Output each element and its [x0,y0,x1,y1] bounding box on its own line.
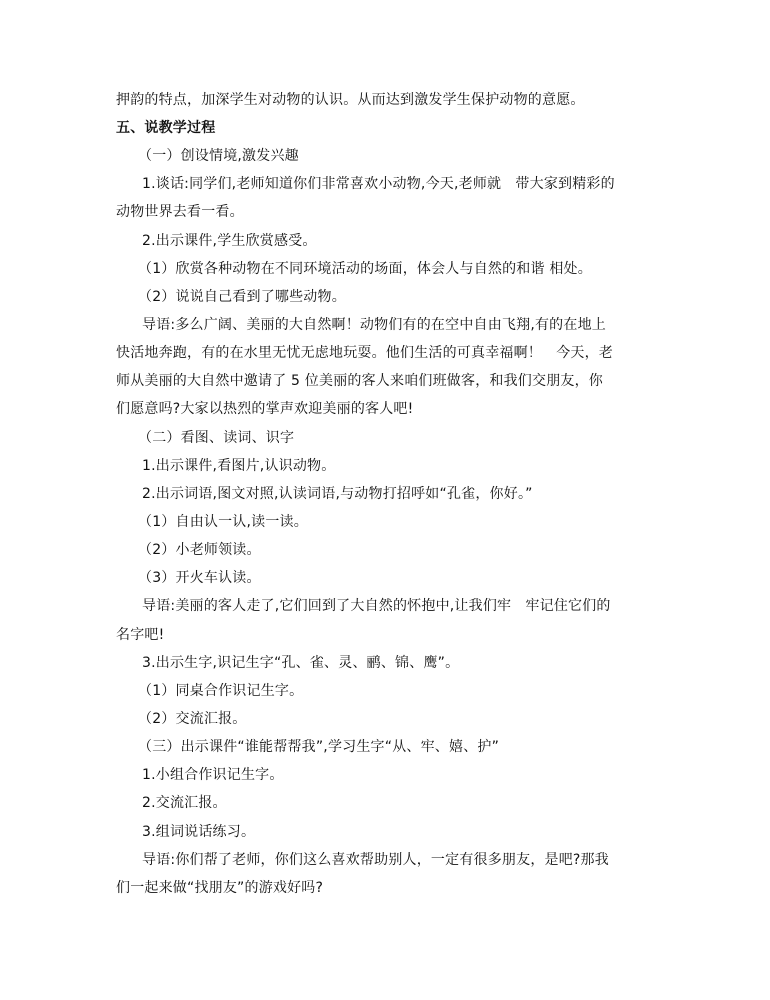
text-line: 师从美丽的大自然中邀请了 5 位美丽的客人来咱们班做客，和我们交朋友，你 [116,373,604,389]
text-line: 3.出示生字,识记生字“孔、雀、灵、鹂、锦、鹰”。 [142,655,460,671]
text-line: 导语:多么广阔、美丽的大自然啊！动物们有的在空中自由飞翔,有的在地上 [142,317,606,333]
subsection-heading: （三）出示课件“谁能帮帮我”,学习生字“从、牢、嬉、护” [138,739,500,755]
text-line: 快活地奔跑，有的在水里无忧无虑地玩耍。他们生活的可真幸福啊！ 今天，老 [116,345,613,361]
text-line: 们愿意吗?大家以热烈的掌声欢迎美丽的客人吧! [116,401,414,417]
subsection-heading: （二）看图、读词、识字 [138,430,295,446]
text-line: 2.交流汇报。 [142,795,227,811]
text-line: （2）说说自己看到了哪些动物。 [138,289,346,305]
text-line: （3）开火车认读。 [138,570,261,586]
text-line: （1）自由认一认,读一读。 [138,514,308,530]
text-line: 2.出示词语,图文对照,认读词语,与动物打招呼如“孔雀，你好。” [142,486,533,502]
text-line: （2）小老师领读。 [138,542,261,558]
subsection-heading: （一）创设情境,激发兴趣 [138,148,299,164]
text-line: 押韵的特点，加深学生对动物的认识。从而达到激发学生保护动物的意愿。 [116,92,585,108]
text-line: 1.出示课件,看图片,认识动物。 [142,458,336,474]
text-line: 导语:你们帮了老师，你们这么喜欢帮助别人，一定有很多朋友，是吧?那我 [142,852,609,868]
text-line: （1）同桌合作识记生字。 [138,683,304,699]
text-line: （2）交流汇报。 [138,711,247,727]
text-line: 3.组词说话练习。 [142,824,256,840]
text-line: 名字吧! [116,627,165,643]
text-line: 导语:美丽的客人走了,它们回到了大自然的怀抱中,让我们牢 牢记住它们的 [142,598,611,614]
text-line: 1.小组合作识记生字。 [142,767,284,783]
text-line: （1）欣赏各种动物在不同环境活动的场面，体会人与自然的和谐 相处。 [138,261,592,277]
text-line: 1.谈话:同学们,老师知道你们非常喜欢小动物,今天,老师就 带大家到精彩的 [142,176,615,192]
text-line: 2.出示课件,学生欣赏感受。 [142,233,317,249]
text-line: 们一起来做“找朋友”的游戏好吗? [116,880,324,896]
text-line: 动物世界去看一看。 [116,204,244,220]
section-heading: 五、说教学过程 [116,120,216,136]
